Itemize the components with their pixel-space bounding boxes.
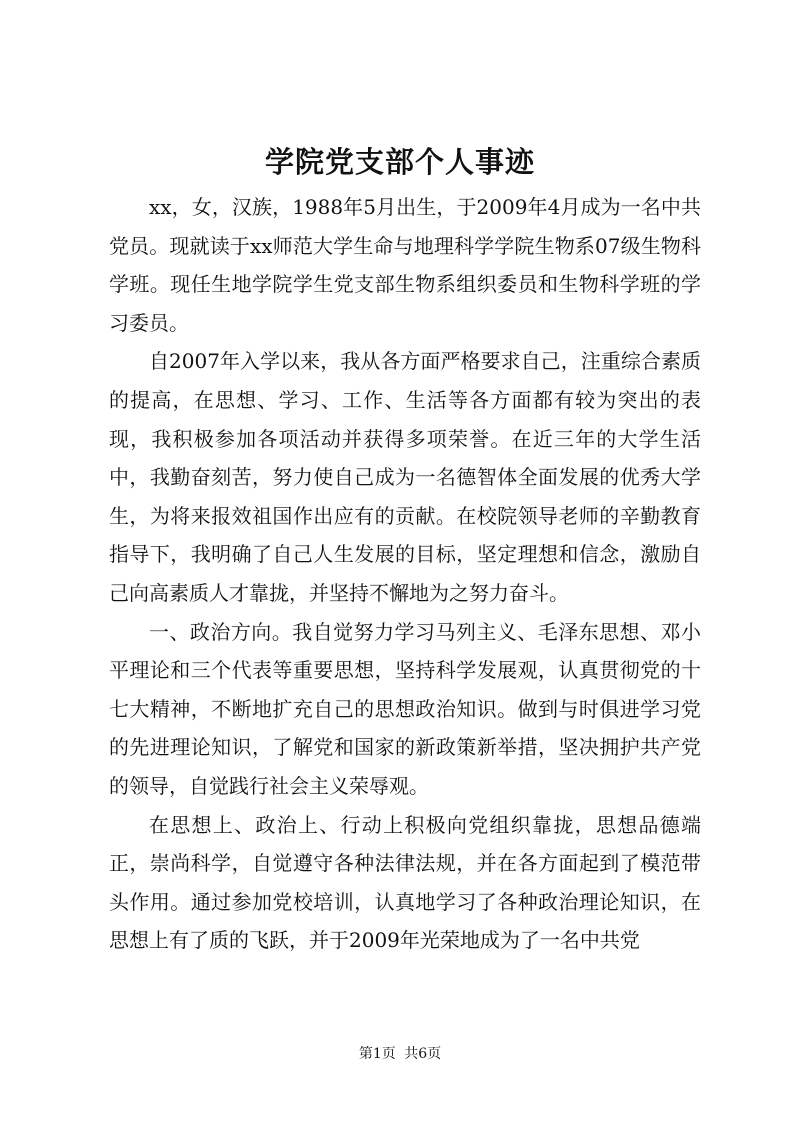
paragraph-thought-conduct: 在思想上、政治上、行动上积极向党组织靠拢，思想品德端正，崇尚科学，自觉遵守各种法律法规，并在各方面起到了模范带头作用。通过参加党校培训，认真地学习了各种政治理论知识，在思想上有了质的飞跃，并于2009年光荣地成为了一名中共党: [109, 812, 701, 953]
page-title: 学院党支部个人事迹: [264, 145, 535, 179]
paragraph-political-direction: 一、政治方向。我自觉努力学习马列主义、毛泽东思想、邓小平理论和三个代表等重要思想，坚持科学发展观，认真贯彻党的十七大精神，不断地扩充自己的思想政治知识。做到与时俱进学习党的先进理论知识，了解党和国家的新政策新举措，坚决拥护共产党的领导，自觉践行社会主义荣辱观。: [109, 619, 701, 798]
paragraph-intro: xx，女，汉族，1988年5月出生，于2009年4月成为一名中共党员。现就读于xx师范大学生命与地理科学学院生物系07级生物科学班。现任生地学院学生党支部生物系组织委员和生物科学班的学习委员。: [109, 195, 701, 335]
page-footer: [0, 1044, 800, 1064]
paragraph-overview: 自2007年入学以来，我从各方面严格要求自己，注重综合素质的提高，在思想、学习、工作、生活等各方面都有较为突出的表现，我积极参加各项活动并获得多项荣誉。在近三年的大学生活中，我勤奋刻苦，努力使自己成为一名德智体全面发展的优秀大学生，为将来报效祖国作出应有的贡献。在校院领导老师的辛勤教育指导下，我明确了自己人生发展的目标，坚定理想和信念，激励自己向高素质人才靠拢，并坚持不懈地为之努力奋斗。: [109, 349, 701, 605]
page-number: 第1页: [358, 1046, 396, 1062]
document-body: [109, 188, 701, 960]
page-total: 共6页: [404, 1046, 442, 1062]
